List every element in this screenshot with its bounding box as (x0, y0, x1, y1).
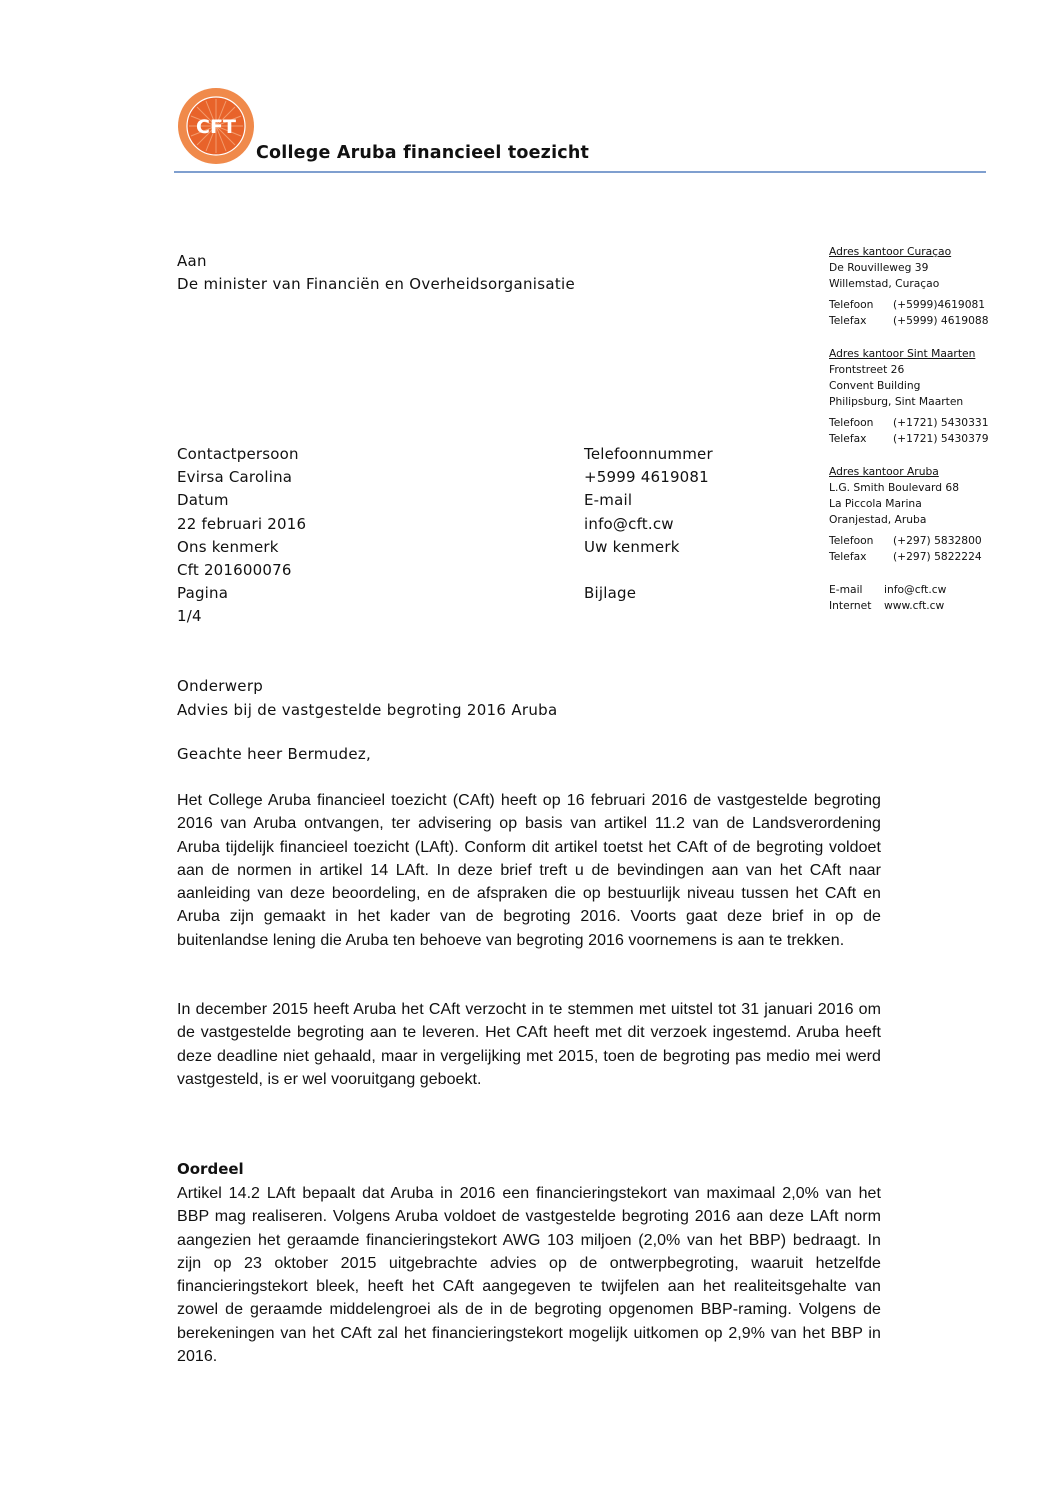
office-sint-maarten (829, 346, 989, 447)
our-ref-label: Ons kenmerk (177, 537, 279, 556)
letter-date: 22 februari 2016 (177, 514, 307, 533)
office-address-line: L.G. Smith Boulevard 68 (829, 481, 960, 494)
office-fax: (+297) 5822224 (893, 550, 982, 563)
email-address[interactable]: info@cft.cw (584, 514, 674, 533)
your-ref-label: Uw kenmerk (584, 537, 680, 556)
meta-right-column (584, 443, 713, 605)
our-reference: Cft 201600076 (177, 561, 292, 580)
subject-block (177, 675, 557, 722)
office-address-line: Philipsburg, Sint Maarten (829, 395, 964, 408)
logo-text: CFT (196, 116, 236, 138)
email-label: E-mail (829, 583, 863, 596)
body-paragraph: Het College Aruba financieel toezicht (CAft) heeft op 16 februari 2016 de vastgestelde begroting 2016 van Aruba ontvangen, ter advisering op basis van artikel 11.2 van de Landsverordening Aruba tijdelijk financieel toezicht (LAft). Conform dit artikel toetst het CAft of de begroting voldoet aan de normen in artikel 14 LAft. In deze brief treft u de bevindingen aan van het CAft naar aanleiding van deze beoordeling, en de afspraken die op bestuurlijk niveau tussen het CAft en Aruba zijn gemaakt in het kader van de begroting 2016. Voorts gaat deze brief in op de buitenlandse lening die Aruba ten behoeve van begroting 2016 voornemens is aan te trekken. (177, 792, 881, 949)
recipient-block (177, 250, 575, 296)
recipient-name: De minister van Financiën en Overheidsorganisatie (177, 275, 576, 293)
office-address-line: Oranjestad, Aruba (829, 513, 927, 526)
office-fax: (+5999) 4619088 (893, 314, 989, 327)
subject-label: Onderwerp (177, 677, 264, 695)
contact-label: Contactpersoon (177, 445, 299, 463)
contact-person: Evirsa Carolina (177, 468, 293, 487)
office-address-line: De Rouvilleweg 39 (829, 261, 929, 274)
header-divider (174, 171, 986, 173)
general-email[interactable]: info@cft.cw (884, 583, 947, 596)
office-address-line: La Piccola Marina (829, 497, 922, 510)
page-number: 1/4 (177, 607, 202, 626)
salutation: Geachte heer Bermudez, (177, 745, 372, 763)
email-label: E-mail (584, 491, 633, 510)
office-phone: (+5999)4619081 (893, 298, 986, 311)
phone-number: +5999 4619081 (584, 468, 709, 487)
office-phone: (+1721) 5430331 (893, 416, 989, 429)
body-paragraph: Artikel 14.2 LAft bepaalt dat Aruba in 2016 een financieringstekort van maximaal 2,0% van het BBP mag realiseren. Volgens Aruba voldoet de vastgestelde begroting 2016 aan deze LAft norm aangezien het geraamde financieringstekort AWG 103 miljoen (2,0% van het BBP) bedraagt. In zijn op 23 oktober 2015 uitgebrachte advies op de ontwerpbegroting, waaruit hetzelfde financieringstekort bleek, heeft het CAft aangegeven te twijfelen aan het realiteitsgehalte van zowel de geraamde middelengroei als de in de begroting opgenomen BBP-raming. Volgens de berekeningen van het CAft zal het financieringstekort mogelijk uitkomen op 2,9% van het BBP in 2016. (177, 1185, 881, 1366)
office-aruba (829, 464, 989, 565)
body-paragraph: In december 2015 heeft Aruba het CAft verzocht in te stemmen met uitstel tot 31 januari 2016 om de vastgestelde begroting aan te leveren. Het CAft heeft met dit verzoek ingestemd. Aruba heeft deze deadline niet gehaald, maar in vergelijking met 2015, toen de begroting pas medio mei werd vastgesteld, is er wel vooruitgang geboekt. (177, 1001, 881, 1088)
phone-label: Telefoon (829, 298, 874, 311)
your-reference (584, 559, 713, 582)
section-heading: Oordeel (177, 1160, 244, 1178)
fax-label: Telefax (829, 550, 867, 563)
organization-name: College Aruba financieel toezicht (256, 143, 590, 163)
page-label: Pagina (177, 584, 229, 603)
office-fax: (+1721) 5430379 (893, 432, 989, 445)
phone-label: Telefoon (829, 416, 874, 429)
office-addresses (829, 244, 989, 614)
office-address-line: Convent Building (829, 379, 921, 392)
office-address-line: Willemstad, Curaçao (829, 277, 940, 290)
fax-label: Telefax (829, 314, 867, 327)
office-curacao (829, 244, 989, 329)
internet-label: Internet (829, 599, 872, 612)
fax-label: Telefax (829, 432, 867, 445)
office-title: Adres kantoor Aruba (829, 465, 939, 478)
subject-text: Advies bij de vastgestelde begroting 2016 Aruba (177, 700, 558, 719)
attachment-label: Bijlage (584, 584, 637, 603)
office-title: Adres kantoor Sint Maarten (829, 347, 976, 360)
phone-number-label: Telefoonnummer (584, 445, 713, 463)
recipient-label: Aan (177, 252, 207, 270)
date-label: Datum (177, 491, 229, 510)
office-phone: (+297) 5832800 (893, 534, 982, 547)
website-link[interactable]: www.cft.cw (884, 599, 945, 612)
meta-left-column (177, 443, 306, 629)
cft-logo-icon (177, 87, 255, 165)
phone-label: Telefoon (829, 534, 874, 547)
general-contact (829, 582, 989, 614)
cft-logo (177, 87, 255, 165)
office-address-line: Frontstreet 26 (829, 363, 905, 376)
office-title: Adres kantoor Curaçao (829, 245, 952, 258)
